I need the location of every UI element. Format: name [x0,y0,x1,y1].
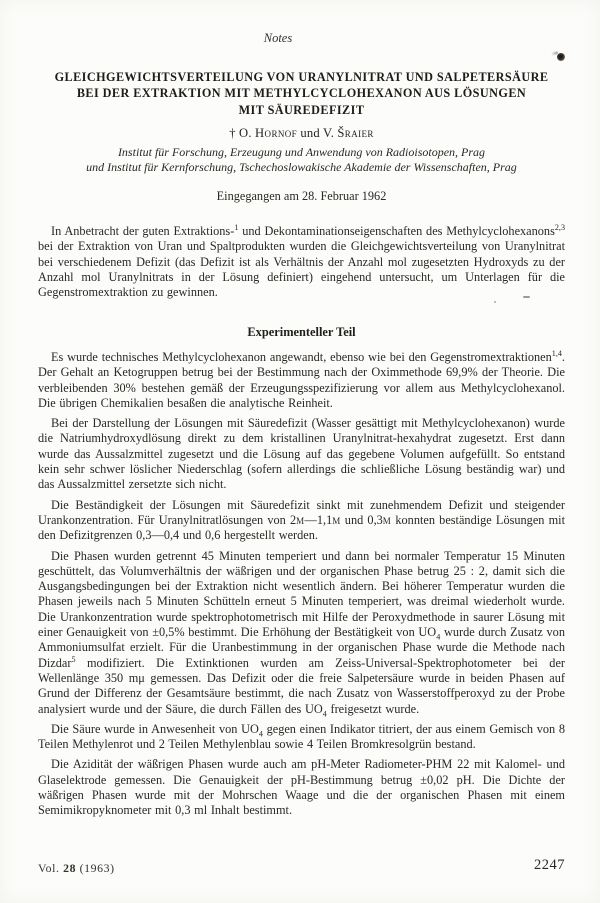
affiliation-line-2: und Institut für Kernforschung, Tschechoslowakische Akademie der Wissenschaften, Prag [86,159,517,174]
scan-speck-dash [523,296,530,298]
affiliation-line-1: Institut für Forschung, Erzeugung und Anwendung von Radioisotopen, Prag [117,145,486,159]
experimental-paragraph-2: Bei der Darstellung der Lösungen mit Säuredefizit (Wasser gesättigt mit Methylcyclohexanon) wurde die Natriumhydroxydlösung direkt zu dem kristallinen Uranylnitrat-hexahydrat zugesetzt. Erst dann wurde das Aussalzmittel zugesetzt und die Lösung auf das gegebene Volumen aufgefüllt. So entstand kein sehr schwer löslicher Niederschlag (sofern allerdings die schließliche Lösung beständig war) und das Aussalzmittel zersetzte sich nicht. [38,416,565,492]
experimental-paragraph-6: Die Azidität der wäßrigen Phasen wurde auch am pH-Meter Radiometer-PHM 22 mit Kalomel- und Glaselektrode gemessen. Die Genauigkeit der pH-Bestimmung betrug ±0,02 pH. Die Dichte der wäßrigen Phasen wurde mit der Mohrschen Waage und die der organischen Phasen mit einem Semimikropyknometer mit 0,3 ml Inhalt bestimmt. [38,757,565,818]
article-title-line-1: GLEICHGEWICHTSVERTEILUNG VON URANYLNITRAT UND SALPETERSÄURE [54,70,549,84]
page-footer [38,857,565,881]
experimental-paragraph-5: Die Säure wurde in Anwesenheit von $UO_4$ gegen einen Indikator titriert, der aus einem Gemisch von 8 Teilen Methylenrot und 2 Teilen Methylenblau sowie 4 Teilen Bromkresolgrün bestand. [38,721,565,752]
experimental-paragraph-4: Die Phasen wurden getrennt 45 Minuten temperiert und dann bei normaler Temperatur 15 Minuten geschüttelt, das Volumverhältnis der wäßrigen und der organischen Phase betrug 25 : 2, damit sich die Ausgangsbedingungen bei der Extraktion nicht wesentlich ändern. Bei höherer Temperatur wurden die Phasen jeweils nach 5 Minuten Schütteln erneut 5 Minuten temperiert, was dreimal wiederholt wurde. Die Urankonzentration wurde spektrophotometrisch mit Hilfe der Peroxydmethode in saurer Lösung mit einer Genauigkeit von ±0,5% bestimmt. Die Erhöhung der Bestätigkeit von $UO_4$ wurde durch Zusatz von Ammoniumsulfat erzielt. Für die Uranbestimmung in der organischen Phase wurde die Methode nach Dizdar$^5$ modifiziert. Die Extinktionen wurden am Zeiss-Universal-Spektrophotometer bei der Wellenlänge 350 mμ gemessen. Das Defizit oder die freie Salpetersäure wurde in beiden Phasen auf Grund der Differenz der Gesamtsäure bestimmt, die nach Zusatz von Wasserstoffperoxyd zu der Probe analysiert wurde und der Säure, die durch Fällen des $UO_4$ freigesetzt wurde. [38,548,565,718]
footer-page-number: 2247 [534,857,565,873]
experimental-paragraph-1: Es wurde technisches Methylcyclohexanon angewandt, ebenso wie bei den Gegenstromextraktionen$^{1,4}$. Der Gehalt an Ketogruppen betrug bei der Bestimmung nach der Oximmethode 69,9% der Theorie. Die verbleibenden 30% bestehen gemäß der Erzeugungsspezifizierung vor allem aus Methylcyclohexanol. Die übrigen Chemikalien besaßen die analytische Reinheit. [38,348,565,410]
section-heading-experimental: Experimenteller Teil [247,325,356,339]
affiliation-block [38,145,565,175]
received-date: Eingegangen am 28. Februar 1962 [216,189,387,203]
ink-blot-mark [551,50,565,62]
article-title-line-3: MIT SÄUREDEFIZIT [238,102,365,117]
introduction-section [38,224,565,305]
article-title-line-2: BEI DER EXTRAKTION MIT METHYLCYCLOHEXANON AUS LÖSUNGEN [76,86,527,101]
ink-blot-dot [557,53,565,61]
intro-paragraph: In Anbetracht der guten Extraktions-$^1$ und Dekontaminationseigenschaften des Methylcyclohexanons$^{2,3}$ bei der Extraktion von Uran und Spaltprodukten wurden die Gleichgewichtsverteilung von Uranylnitrat bei verschiedenem Defizit (das Defizit ist als Verhältnis der Anzahl mol zugesetzten Hydroxyds zu der Anzahl mol Uranylnitrats in der Lösung definiert) eingehend untersucht, um Unterlagen für die Gegenstromextraktion zu gewinnen. [38,222,566,300]
article-title [38,69,565,118]
running-head: Notes [263,31,293,45]
experimental-section [38,350,565,824]
scan-speck-dot [494,301,496,303]
footer-volume: Vol. 28 (1963) [38,861,115,875]
experimental-paragraph-3: Die Beständigkeit der Lösungen mit Säuredefizit sinkt mit zunehmendem Defizit und steigender Urankonzentration. Für Uranylnitratlösungen von 2m—1,1m und 0,3m konnten beständige Lösungen mit den Defizitgrenzen 0,3—0,4 und 0,6 hergestellt werden. [38,497,565,543]
authors-line: † O. Hornof und V. Šraier [229,126,374,140]
